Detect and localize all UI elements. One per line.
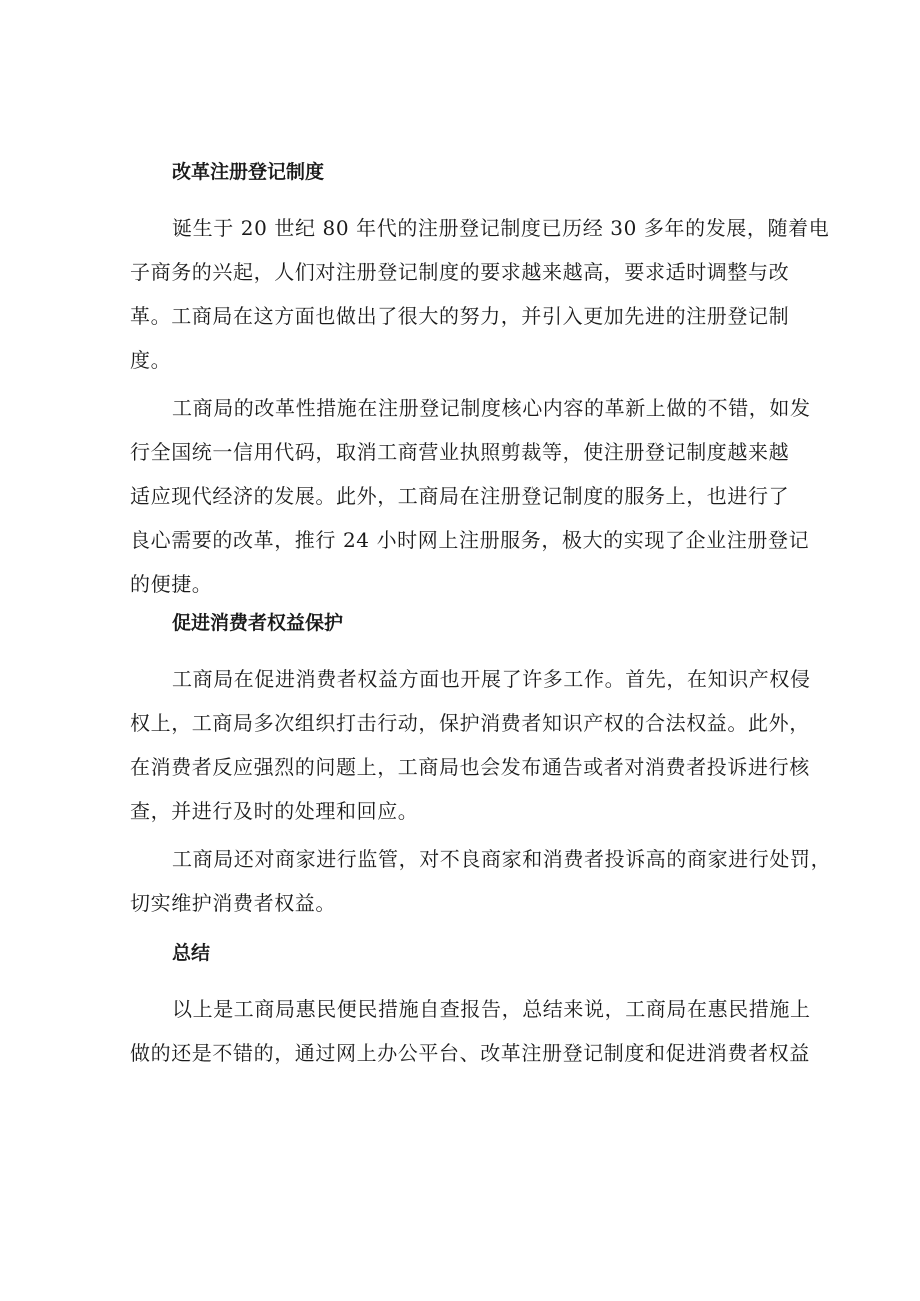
paragraph-line: 度。 xyxy=(130,348,172,372)
paragraph-line: 工商局还对商家进行监管，对不良商家和消费者投诉高的商家进行处罚， xyxy=(172,847,832,871)
paragraph-line: 以上是工商局惠民便民措施自查报告，总结来说，工商局在惠民措施上 xyxy=(172,997,811,1021)
paragraph-consumer-work xyxy=(130,657,810,833)
paragraph-line: 诞生于 20 世纪 80 年代的注册登记制度已历经 30 多年的发展，随着电 xyxy=(172,216,830,240)
paragraph-line: 工商局的改革性措施在注册登记制度核心内容的革新上做的不错，如发 xyxy=(172,396,811,420)
section-heading-consumer-protection: 促进消费者权益保护 xyxy=(172,612,344,634)
paragraph-merchant-supervision xyxy=(130,837,832,925)
paragraph-line: 做的还是不错的，通过网上办公平台、改革注册登记制度和促进消费者权益 xyxy=(130,1041,810,1065)
paragraph-summary xyxy=(130,987,810,1075)
paragraph-registration-history xyxy=(130,206,830,382)
paragraph-line: 查，并进行及时的处理和回应。 xyxy=(130,799,419,823)
paragraph-line: 适应现代经济的发展。此外，工商局在注册登记制度的服务上，也进行了 xyxy=(130,484,790,508)
section-heading-summary: 总结 xyxy=(172,942,211,964)
paragraph-line: 行全国统一信用代码，取消工商营业执照剪裁等，使注册登记制度越来越 xyxy=(130,440,790,464)
paragraph-line: 在消费者反应强烈的问题上，工商局也会发布通告或者对消费者投诉进行核 xyxy=(130,755,810,779)
paragraph-line: 权上，工商局多次组织打击行动，保护消费者知识产权的合法权益。此外， xyxy=(130,711,810,735)
paragraph-registration-reforms xyxy=(130,386,810,606)
paragraph-line: 革。工商局在这方面也做出了很大的努力，并引入更加先进的注册登记制 xyxy=(130,304,790,328)
paragraph-line: 子商务的兴起，人们对注册登记制度的要求越来越高，要求适时调整与改 xyxy=(130,260,790,284)
paragraph-line: 的便捷。 xyxy=(130,572,213,596)
paragraph-line: 切实维护消费者权益。 xyxy=(130,891,336,915)
paragraph-line: 工商局在促进消费者权益方面也开展了许多工作。首先，在知识产权侵 xyxy=(172,667,811,691)
section-heading-reform-registration: 改革注册登记制度 xyxy=(172,161,325,183)
paragraph-line: 良心需要的改革，推行 24 小时网上注册服务，极大的实现了企业注册登记 xyxy=(130,528,810,552)
